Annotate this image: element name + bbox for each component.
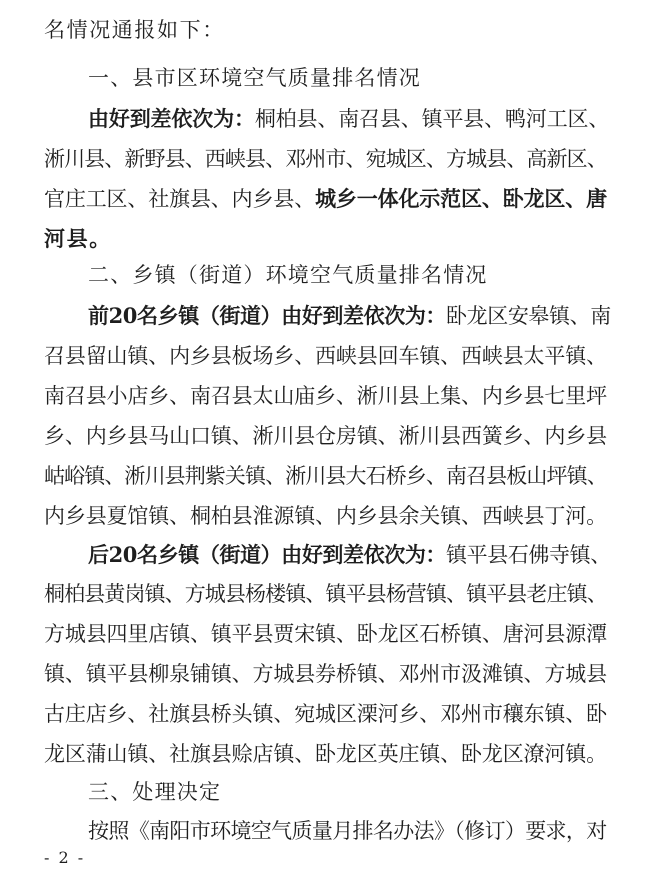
bottom20-line1-text: 镇平县石佛寺镇、	[446, 543, 611, 567]
section1-heading: 一、县市区环境空气质量排名情况	[88, 66, 421, 90]
section1-line3-bold: 城乡一体化示范区、卧龙区、唐	[315, 186, 607, 211]
top20-line: 召县留山镇、内乡县板场乡、西峡县回车镇、西峡县太平镇、	[44, 344, 607, 368]
bottom20-line: 龙区蒲山镇、社旗县赊店镇、卧龙区英庄镇、卧龙区潦河镇。	[44, 742, 607, 766]
bottom20-line: 方城县四里店镇、镇平县贾宋镇、卧龙区石桥镇、唐河县源潭	[44, 622, 607, 646]
section1-paragraph-line2: 淅川县、新野县、西峡县、邓州市、宛城区、方城县、高新区、	[44, 147, 607, 171]
section1-paragraph-line3	[44, 187, 607, 211]
bottom20-line: 桐柏县黄岗镇、方城县杨楼镇、镇平县杨营镇、镇平县老庄镇、	[44, 582, 607, 606]
bottom20-lead: 后20名乡镇（街道）由好到差依次为：	[88, 542, 447, 567]
section1-line3-text: 官庄工区、社旗县、内乡县、	[44, 187, 316, 211]
bottom20-paragraph-line1	[88, 543, 611, 567]
section3-heading: 三、处理决定	[88, 780, 222, 804]
page-number: - 2 -	[44, 848, 86, 867]
section1-paragraph-line1	[88, 107, 609, 131]
section2-heading: 二、乡镇（街道）环境空气质量排名情况	[88, 263, 488, 287]
bottom20-line: 镇、镇平县柳泉铺镇、方城县券桥镇、邓州市汲滩镇、方城县	[44, 662, 607, 686]
top20-line: 岵峪镇、淅川县荆紫关镇、淅川县大石桥乡、南召县板山坪镇、	[44, 464, 607, 488]
section1-line1-text: 桐柏县、南召县、镇平县、鸭河工区、	[254, 107, 610, 131]
section1-paragraph-line4: 河县。	[44, 226, 112, 251]
intro-line: 名情况通报如下：	[44, 18, 225, 42]
top20-line: 内乡县夏馆镇、桐柏县淮源镇、内乡县余关镇、西峡县丁河。	[44, 504, 607, 528]
section3-paragraph-line1: 按照《南阳市环境空气质量月排名办法》（修订）要求，对	[88, 819, 607, 843]
top20-line: 乡、内乡县马山口镇、淅川县仓房镇、淅川县西簧乡、内乡县	[44, 424, 607, 448]
top20-line1-text: 卧龙区安皋镇、南	[446, 304, 611, 328]
bottom20-line: 古庄店乡、社旗县桥头镇、宛城区溧河乡、邓州市穰东镇、卧	[44, 702, 607, 726]
top20-line: 南召县小店乡、南召县太山庙乡、淅川县上集、内乡县七里坪	[44, 384, 607, 408]
top20-lead: 前20名乡镇（街道）由好到差依次为：	[88, 303, 447, 328]
section1-lead: 由好到差依次为：	[88, 106, 255, 131]
top20-paragraph-line1	[88, 304, 611, 328]
